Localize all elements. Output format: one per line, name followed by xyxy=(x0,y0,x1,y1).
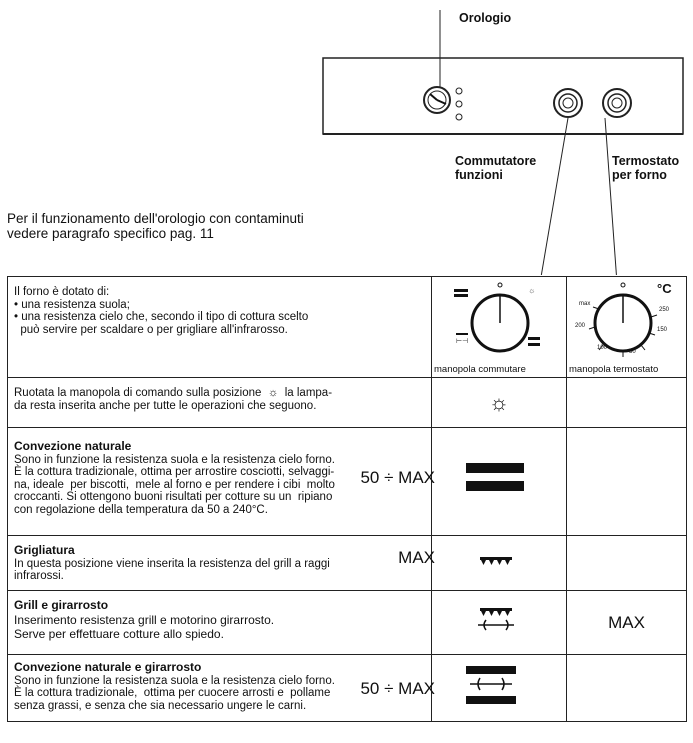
table-row xyxy=(8,591,687,655)
table-row xyxy=(8,536,687,591)
thermostat-label: Termostato per forno xyxy=(612,154,680,182)
clock-note: Per il funzionamento dell'orologio con contaminuti vedere paragrafo specifico pag. 11 xyxy=(7,211,304,241)
svg-text:⊢⊣: ⊢⊣ xyxy=(456,338,469,345)
clock-label: Orologio xyxy=(459,11,512,25)
row-text: Inserimento resistenza grill e motorino girarrosto. Serve per effettuare cotture allo spiedo. xyxy=(14,612,275,641)
thermostat-unit: °C xyxy=(657,281,672,296)
thermostat-tick-250: 250 xyxy=(659,307,670,313)
function-switch-knob-icon xyxy=(554,89,582,117)
svg-text:☼: ☼ xyxy=(528,286,536,295)
thermostat-setting: MAX xyxy=(608,612,645,632)
row-title: Grigliatura xyxy=(14,543,75,557)
convection-rotisserie-icon xyxy=(432,664,566,708)
function-knob-diagram xyxy=(432,277,566,372)
row-title: Convezione naturale e girarrosto xyxy=(14,660,202,674)
temperature-range: 50 ÷ MAX xyxy=(360,679,435,698)
thermostat-tick-50: 50 xyxy=(629,349,636,355)
row-title: Convezione naturale xyxy=(14,439,132,453)
row-text: Sono in funzione la resistenza suola e la resistenza cielo forno. È la cottura tradizionale, ottima per arrostire cosciotti, selvaggi- na, ideale per biscotti, mele al forno e per rendere i cibi molto croccanti. Si ottengono buoni risultati per cotture su un ripiano con regolazione della temperatura da 50 a 240°C. xyxy=(14,453,335,516)
temperature-range: 50 ÷ MAX xyxy=(360,468,435,487)
row-text: In questa posizione viene inserita la resistenza del grill a raggi infrarossi. xyxy=(14,557,330,582)
functions-table xyxy=(7,276,687,722)
thermostat-tick-max: max xyxy=(579,301,591,307)
thermostat-tick-200: 200 xyxy=(575,323,586,329)
table-row xyxy=(8,428,687,536)
lamp-icon: ☼ xyxy=(488,389,510,415)
row-title: Grill e girarrosto xyxy=(14,598,109,612)
thermostat-knob-icon xyxy=(603,89,631,117)
grill-rotisserie-icon xyxy=(432,605,566,635)
row-text: Ruotata la manopola di comando sulla posizione ☼ la lampa- da resta inserita anche per tutte le operazioni che seguono. xyxy=(14,387,333,412)
thermostat-tick-150: 150 xyxy=(657,327,668,333)
top-bottom-heating-icon xyxy=(432,459,566,499)
table-row xyxy=(8,277,687,378)
temperature-range: MAX xyxy=(398,548,435,567)
row-text: Sono in funzione la resistenza suola e la resistenza cielo forno. È la cottura tradizionale, ottima per cuocere arrosti e pollame senza grassi, e senza che sia necessario ungere le carni. xyxy=(14,674,335,712)
table-row xyxy=(8,655,687,722)
knob2-caption: manopola termostato xyxy=(569,364,659,375)
row-text: Il forno è dotato di: • una resistenza suola; • una resistenza cielo che, secondo il tipo di cottura scelto può servire per scaldare o per grigliare all'infrarosso. xyxy=(14,286,309,336)
function-switch-label: Commutatore funzioni xyxy=(455,154,537,182)
grill-icon xyxy=(432,551,566,571)
knob1-caption: manopola commutare xyxy=(434,364,526,375)
table-row xyxy=(8,378,687,428)
thermostat-tick-100: 100 xyxy=(597,345,608,351)
